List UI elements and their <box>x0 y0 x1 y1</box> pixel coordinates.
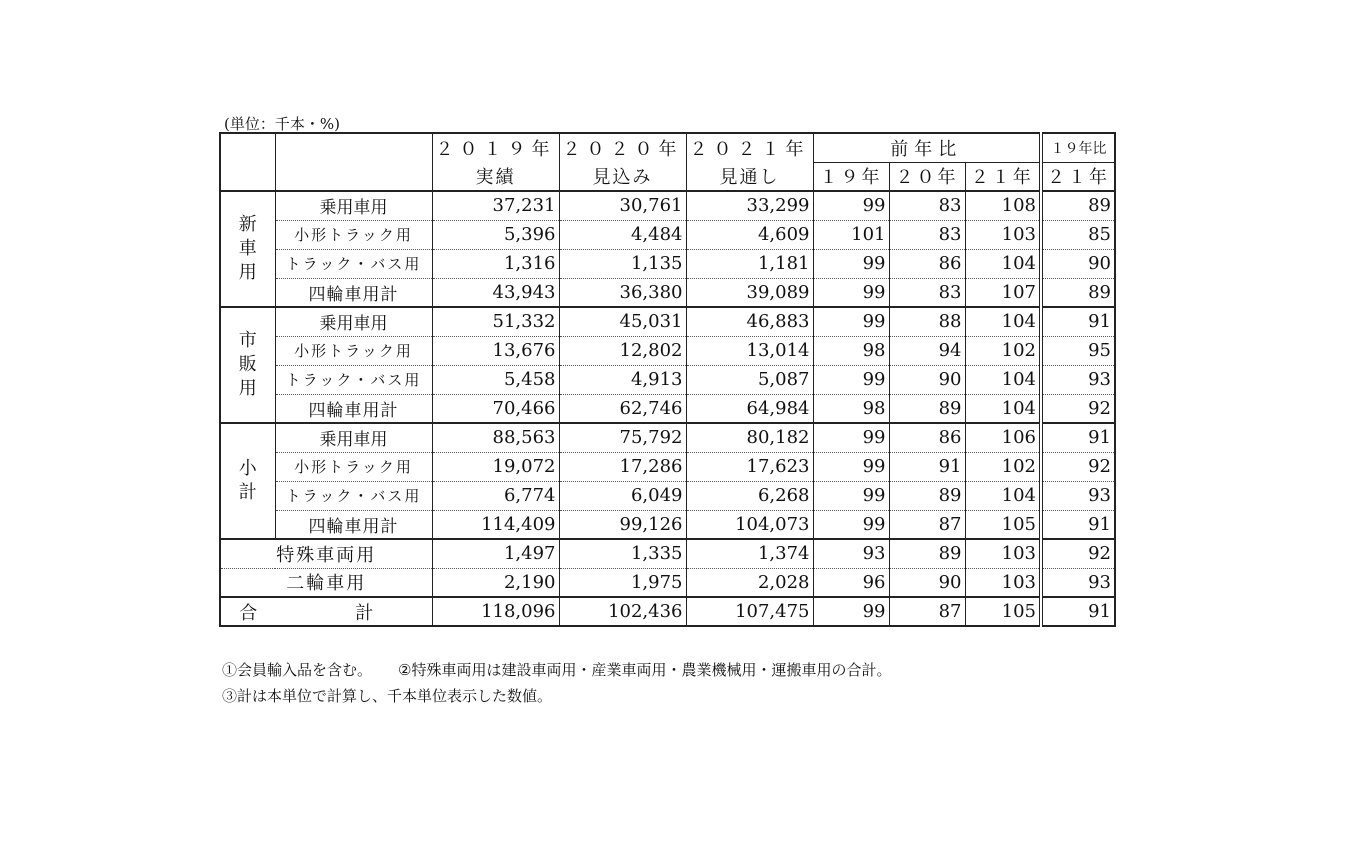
cell-v2021: 64,984 <box>686 394 813 423</box>
cell-v2019: 51,332 <box>432 307 559 336</box>
cell-r19: 93 <box>813 539 889 568</box>
row-label: トラック・バス用 <box>275 481 432 510</box>
table-row <box>220 307 1115 336</box>
header-row-1 <box>220 133 1115 162</box>
cell-r20: 88 <box>889 307 965 336</box>
cell-r19: 101 <box>813 220 889 249</box>
cell-r20: 83 <box>889 278 965 307</box>
cell-r21: 107 <box>965 278 1041 307</box>
group-label <box>220 423 275 539</box>
tire-demand-table <box>219 132 1116 627</box>
cell-v2020: 1,975 <box>559 568 686 597</box>
cell-v2021: 6,268 <box>686 481 813 510</box>
cell-v2021: 33,299 <box>686 191 813 220</box>
cell-v2021: 46,883 <box>686 307 813 336</box>
cell-r20: 90 <box>889 568 965 597</box>
table-row <box>220 220 1115 249</box>
group-label-char: 車 <box>238 238 257 259</box>
cell-v2019: 13,676 <box>432 336 559 365</box>
cell-r19: 99 <box>813 307 889 336</box>
group-label <box>220 307 275 423</box>
cell-v2021: 5,087 <box>686 365 813 394</box>
cell-vs19: 90 <box>1041 249 1115 278</box>
cell-v2021: 4,609 <box>686 220 813 249</box>
header-r21b: ２１年 <box>1041 162 1115 191</box>
group-label-char: 計 <box>238 482 257 503</box>
header-2019: ２０１９年 <box>432 133 559 162</box>
cell-v2020: 30,761 <box>559 191 686 220</box>
header-2021: ２０２１年 <box>686 133 813 162</box>
cell-v2020: 1,335 <box>559 539 686 568</box>
cell-r21: 104 <box>965 394 1041 423</box>
row-label: トラック・バス用 <box>275 249 432 278</box>
header-2020: ２０２０年 <box>559 133 686 162</box>
cell-v2019: 1,497 <box>432 539 559 568</box>
cell-v2021: 1,181 <box>686 249 813 278</box>
cell-r21: 104 <box>965 307 1041 336</box>
cell-r19: 96 <box>813 568 889 597</box>
header-r20: ２０年 <box>889 162 965 191</box>
table-row <box>220 452 1115 481</box>
row-label: 四輪車用計 <box>275 510 432 539</box>
group-label-char: 用 <box>238 378 257 399</box>
cell-r19: 99 <box>813 249 889 278</box>
row-label-total: 合 計 <box>220 597 432 626</box>
cell-vs19: 91 <box>1041 423 1115 452</box>
row-label: 四輪車用計 <box>275 278 432 307</box>
cell-v2020: 12,802 <box>559 336 686 365</box>
cell-r21: 103 <box>965 568 1041 597</box>
cell-r20: 86 <box>889 423 965 452</box>
group-label-char: 新 <box>238 214 257 235</box>
cell-vs19: 93 <box>1041 481 1115 510</box>
table-row <box>220 191 1115 220</box>
cell-r21: 104 <box>965 365 1041 394</box>
cell-vs19: 85 <box>1041 220 1115 249</box>
cell-v2020: 6,049 <box>559 481 686 510</box>
table-row-twowheel <box>220 568 1115 597</box>
cell-v2020: 102,436 <box>559 597 686 626</box>
cell-v2021: 2,028 <box>686 568 813 597</box>
row-label: 小形トラック用 <box>275 220 432 249</box>
row-label: 乗用車用 <box>275 191 432 220</box>
group-label-char: 市 <box>238 330 257 351</box>
cell-v2021: 107,475 <box>686 597 813 626</box>
cell-r20: 87 <box>889 510 965 539</box>
table-row <box>220 278 1115 307</box>
cell-v2020: 4,484 <box>559 220 686 249</box>
cell-r19: 99 <box>813 481 889 510</box>
cell-vs19: 93 <box>1041 365 1115 394</box>
cell-r20: 83 <box>889 220 965 249</box>
cell-r21: 105 <box>965 597 1041 626</box>
cell-r19: 99 <box>813 510 889 539</box>
cell-v2019: 6,774 <box>432 481 559 510</box>
cell-v2020: 1,135 <box>559 249 686 278</box>
group-label-char: 用 <box>238 262 257 283</box>
group-label-char: 小 <box>238 458 257 479</box>
cell-v2019: 118,096 <box>432 597 559 626</box>
cell-r19: 98 <box>813 336 889 365</box>
header-mitooshi: 見通し <box>686 162 813 191</box>
cell-vs19: 92 <box>1041 539 1115 568</box>
cell-v2021: 80,182 <box>686 423 813 452</box>
cell-r20: 89 <box>889 394 965 423</box>
cell-v2020: 45,031 <box>559 307 686 336</box>
row-label-special: 特殊車両用 <box>220 539 432 568</box>
row-label-twowheel: 二輪車用 <box>220 568 432 597</box>
notes-line-1 <box>222 657 891 683</box>
cell-v2019: 5,396 <box>432 220 559 249</box>
header-r19: １９年 <box>813 162 889 191</box>
cell-r19: 99 <box>813 191 889 220</box>
cell-r21: 102 <box>965 336 1041 365</box>
note-3: ③計は本単位で計算し、千本単位表示した数値。 <box>222 687 553 705</box>
header-r21: ２１年 <box>965 162 1041 191</box>
table-row <box>220 365 1115 394</box>
cell-r19: 99 <box>813 365 889 394</box>
cell-v2020: 99,126 <box>559 510 686 539</box>
row-label: 乗用車用 <box>275 423 432 452</box>
row-label: 小形トラック用 <box>275 336 432 365</box>
cell-r20: 83 <box>889 191 965 220</box>
cell-r21: 103 <box>965 539 1041 568</box>
table-row <box>220 510 1115 539</box>
cell-v2019: 70,466 <box>432 394 559 423</box>
note-2: ②特殊車両用は建設車両用・産業車両用・農業機械用・運搬車用の合計。 <box>398 661 892 679</box>
cell-r20: 94 <box>889 336 965 365</box>
cell-vs19: 91 <box>1041 307 1115 336</box>
cell-r20: 86 <box>889 249 965 278</box>
notes <box>222 657 891 709</box>
table-row <box>220 423 1115 452</box>
cell-r19: 99 <box>813 597 889 626</box>
cell-r20: 90 <box>889 365 965 394</box>
cell-v2019: 114,409 <box>432 510 559 539</box>
cell-r21: 104 <box>965 481 1041 510</box>
cell-vs19: 89 <box>1041 278 1115 307</box>
row-label: 乗用車用 <box>275 307 432 336</box>
table-row <box>220 481 1115 510</box>
cell-v2019: 43,943 <box>432 278 559 307</box>
cell-r20: 89 <box>889 481 965 510</box>
header-yoy: 前年比 <box>813 133 1041 162</box>
cell-v2019: 1,316 <box>432 249 559 278</box>
header-vs19-top: １９年比 <box>1041 133 1115 162</box>
row-label: トラック・バス用 <box>275 365 432 394</box>
cell-vs19: 91 <box>1041 597 1115 626</box>
cell-r19: 99 <box>813 423 889 452</box>
row-label: 小形トラック用 <box>275 452 432 481</box>
header-blank-a <box>220 133 275 191</box>
cell-v2019: 37,231 <box>432 191 559 220</box>
cell-v2019: 5,458 <box>432 365 559 394</box>
unit-note: (単位：千本・%) <box>224 115 340 133</box>
table-row <box>220 394 1115 423</box>
note-1: ①会員輸入品を含む。 <box>222 661 373 679</box>
cell-r20: 91 <box>889 452 965 481</box>
cell-vs19: 92 <box>1041 394 1115 423</box>
cell-vs19: 92 <box>1041 452 1115 481</box>
cell-v2020: 62,746 <box>559 394 686 423</box>
group-label-char: 販 <box>238 354 257 375</box>
cell-r21: 102 <box>965 452 1041 481</box>
cell-v2021: 13,014 <box>686 336 813 365</box>
cell-vs19: 91 <box>1041 510 1115 539</box>
table-row-total <box>220 597 1115 626</box>
cell-v2020: 36,380 <box>559 278 686 307</box>
header-blank-b <box>275 133 432 191</box>
cell-r21: 106 <box>965 423 1041 452</box>
cell-v2021: 17,623 <box>686 452 813 481</box>
cell-vs19: 93 <box>1041 568 1115 597</box>
cell-v2019: 2,190 <box>432 568 559 597</box>
cell-v2021: 1,374 <box>686 539 813 568</box>
cell-v2020: 75,792 <box>559 423 686 452</box>
row-label: 四輪車用計 <box>275 394 432 423</box>
cell-r19: 99 <box>813 452 889 481</box>
cell-r21: 104 <box>965 249 1041 278</box>
table-row <box>220 336 1115 365</box>
header-mikomi: 見込み <box>559 162 686 191</box>
cell-v2019: 88,563 <box>432 423 559 452</box>
cell-vs19: 95 <box>1041 336 1115 365</box>
cell-v2021: 104,073 <box>686 510 813 539</box>
cell-r21: 105 <box>965 510 1041 539</box>
cell-v2019: 19,072 <box>432 452 559 481</box>
table-row-special <box>220 539 1115 568</box>
cell-r21: 103 <box>965 220 1041 249</box>
group-label <box>220 191 275 307</box>
cell-v2020: 4,913 <box>559 365 686 394</box>
cell-r19: 98 <box>813 394 889 423</box>
cell-r19: 99 <box>813 278 889 307</box>
cell-vs19: 89 <box>1041 191 1115 220</box>
cell-v2020: 17,286 <box>559 452 686 481</box>
cell-v2021: 39,089 <box>686 278 813 307</box>
cell-r20: 87 <box>889 597 965 626</box>
header-jisseki: 実績 <box>432 162 559 191</box>
cell-r20: 89 <box>889 539 965 568</box>
cell-r21: 108 <box>965 191 1041 220</box>
table-row <box>220 249 1115 278</box>
